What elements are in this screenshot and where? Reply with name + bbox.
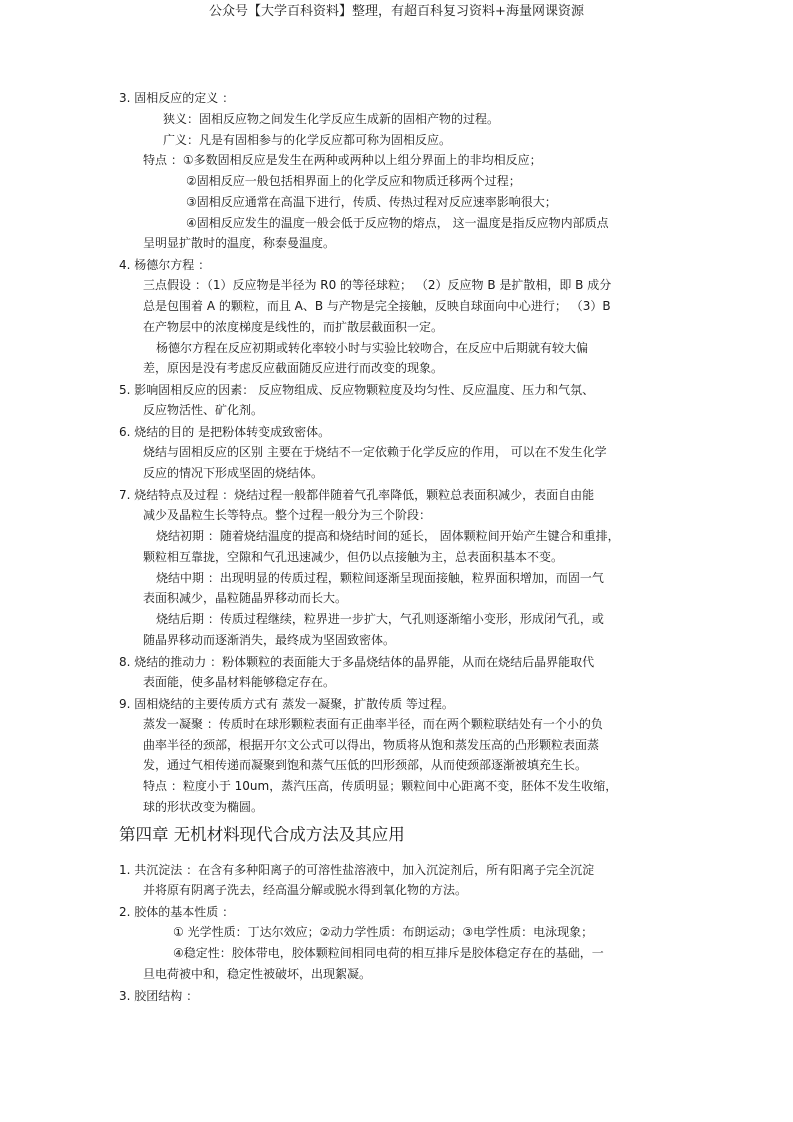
text-line: 球的形状改变为椭圆。 — [143, 800, 264, 814]
page-header: 公众号【大学百科资料】整理，有超百科复习资料+海量网课资源 — [209, 4, 584, 19]
text-line: 差，原因是没有考虑反应截面随反应进行而改变的现象。 — [143, 361, 444, 375]
text-line: ②固相反应一般包括相界面上的化学反应和物质迁移两个过程； — [186, 174, 521, 188]
text-line: 特点 ：粒度小于 10um，蒸汽压高，传质明显；颗粒间中心距离不变，胚体不发生收缩， — [143, 779, 618, 793]
text-line: 三点假设 ：（1）反应物是半径为 R0 的等径球粒； （2）反应物 B 是扩散相，即 B 成分 — [143, 278, 612, 292]
chapter-title: 第四章 无机材料现代合成方法及其应用 — [119, 825, 405, 844]
text-line: 呈明显扩散时的温度，称泰曼温度。 — [143, 236, 336, 250]
text-line: 反应的情况下形成坚固的烧结体。 — [143, 466, 324, 480]
text-line: 烧结初期 ：随着烧结温度的提高和烧结时间的延长， 固体颗粒间开始产生键合和重排， — [156, 529, 620, 543]
text-line: 1. 共沉淀法 ：在含有多种阳离子的可溶性盐溶液中，加入沉淀剂后，所有阳离子完全沉淀 — [119, 863, 595, 877]
text-line: 随晶界移动而逐渐消失，最终成为坚固致密体。 — [143, 633, 396, 647]
text-line: 并将原有阴离子洗去，经高温分解或脱水得到氧化物的方法。 — [143, 883, 468, 897]
text-line: 狭义：固相反应物之间发生化学反应生成新的固相产物的过程。 — [163, 112, 500, 126]
text-line: 7. 烧结特点及过程 ：烧结过程一般都伴随着气孔率降低，颗粒总表面积减少，表面自由能 — [119, 488, 595, 502]
text-line: 9. 固相烧结的主要传质方式有 蒸发一凝聚，扩散传质 等过程。 — [119, 697, 454, 711]
text-line: 在产物层中的浓度梯度是线性的，而扩散层截面积一定。 — [143, 320, 444, 334]
text-line: 总是包围着 A 的颗粒，而且 A、B 与产物是完全接触，反映自球面向中心进行； （3）B — [143, 299, 611, 313]
text-line: 3. 固相反应的定义 ： — [119, 91, 235, 105]
text-line: 反应物活性、矿化剂。 — [143, 403, 264, 417]
text-line: 表面能，使多晶材料能够稳定存在。 — [143, 675, 336, 689]
text-line: 表面积减少，晶粒随晶界移动而长大。 — [143, 591, 348, 605]
text-line: 蒸发一凝聚 ：传质时在球形颗粒表面有正曲率半径，而在两个颗粒联结处有一个小的负 — [143, 717, 603, 731]
text-line: 广义：凡是有固相参与的化学反应都可称为固相反应。 — [163, 133, 452, 147]
text-line: ④稳定性：胶体带电，胶体颗粒间相同电荷的相互排斥是胶体稳定存在的基础，一 — [173, 946, 604, 960]
text-line: 6. 烧结的目的 是把粉体转变成致密体。 — [119, 425, 331, 439]
text-line: 发，通过气相传递而凝聚到饱和蒸气压低的凹形颈部，从而使颈部逐渐被填充生长。 — [143, 758, 588, 772]
text-line: 减少及晶粒生长等特点。整个过程一般分为三个阶段： — [143, 508, 432, 522]
text-line: 5. 影响固相反应的因素： 反应物组成、反应物颗粒度及均匀性、反应温度、压力和气氛、 — [119, 383, 595, 397]
text-line: 特点 ：①多数固相反应是发生在两种或两种以上组分界面上的非均相反应； — [143, 153, 542, 167]
text-line: ③固相反应通常在高温下进行，传质、传热过程对反应速率影响很大； — [186, 195, 557, 209]
text-line: 旦电荷被中和，稳定性被破坏，出现絮凝。 — [143, 967, 372, 981]
text-line: 烧结中期 ：出现明显的传质过程，颗粒间逐渐呈现面接触，粒界面积增加，而固一气 — [156, 571, 604, 585]
text-line: 颗粒相互靠拢，空隙和气孔迅速减少，但仍以点接触为主，总表面积基本不变。 — [143, 550, 564, 564]
text-line: 杨德尔方程在反应初期或转化率较小时与实验比较吻合，在反应中后期就有较大偏 — [156, 341, 589, 355]
text-line: ① 光学性质：丁达尔效应；②动力学性质：布朗运动；③电学性质：电泳现象； — [173, 925, 594, 939]
text-line: 烧结后期 ：传质过程继续，粒界进一步扩大，气孔则逐渐缩小变形，形成闭气孔，或 — [156, 612, 604, 626]
text-line: 3. 胶团结构 ： — [119, 989, 199, 1003]
text-line: ④固相反应发生的温度一般会低于反应物的熔点， 这一温度是指反应物内部质点 — [186, 216, 609, 230]
text-line: 2. 胶体的基本性质 ： — [119, 905, 235, 919]
text-line: 8. 烧结的推动力 ：粉体颗粒的表面能大于多晶烧结体的晶界能，从而在烧结后晶界能取代 — [119, 655, 595, 669]
text-line: 4. 杨德尔方程 ： — [119, 258, 211, 272]
text-line: 烧结与固相反应的区别 主要在于烧结不一定依赖于化学反应的作用， 可以在不发生化学 — [143, 445, 607, 459]
text-line: 曲率半径的颈部，根据开尔文公式可以得出，物质将从饱和蒸发压高的凸形颗粒表面蒸 — [143, 738, 600, 752]
